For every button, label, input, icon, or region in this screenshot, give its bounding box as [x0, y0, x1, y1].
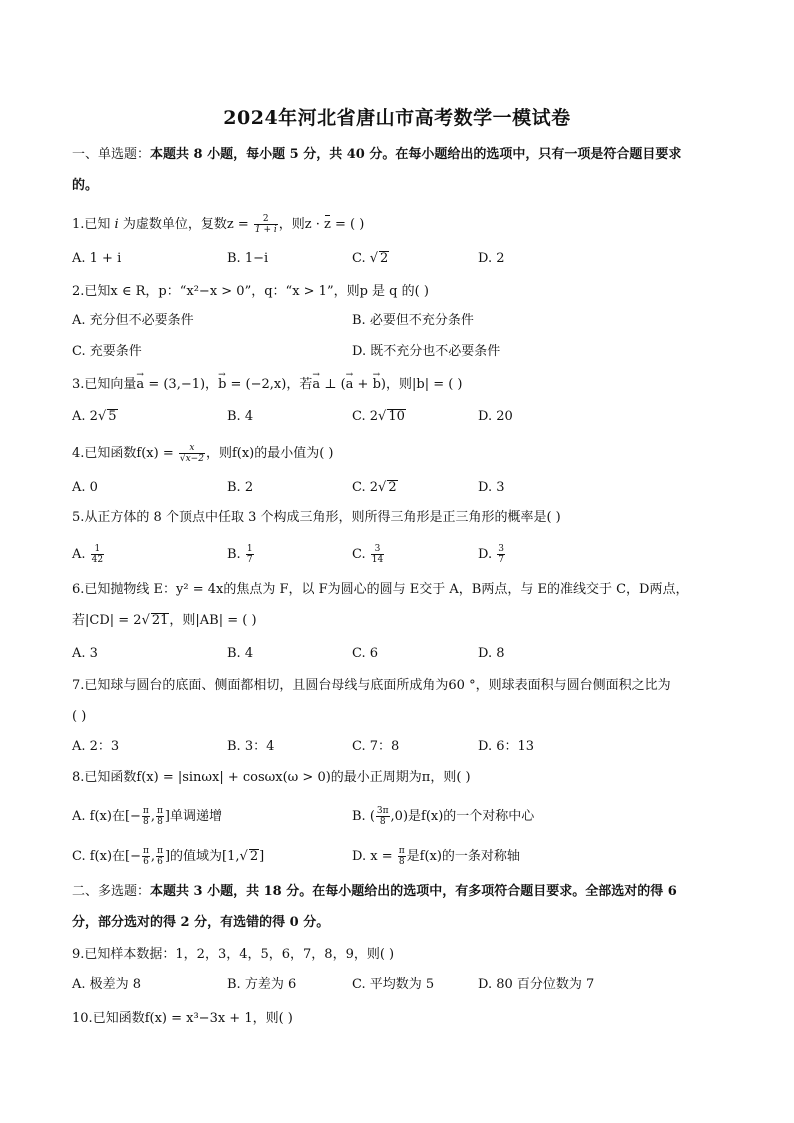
q6-num: 6. — [72, 582, 85, 597]
q4-option-c — [352, 479, 398, 497]
q3-option-b: B. 4 — [227, 409, 254, 424]
q8-a-f1-den: 8 — [143, 817, 149, 827]
q1-frac-num: 2 — [254, 214, 278, 225]
q5-option-c-label: C. — [352, 547, 370, 562]
sqrt-icon: √ — [141, 613, 150, 628]
section2-body: 本题共 3 小题，共 18 分。在每小题给出的选项中，有多项符合题目要求。全部选对的得 6 — [150, 884, 677, 899]
q5-option-a-label: A. — [72, 547, 90, 562]
q3-option-c — [352, 408, 406, 426]
q8-d-text1: D. x = — [352, 849, 397, 864]
q8-b-f-num: 3π — [376, 806, 389, 816]
q8-c-f1-num: π — [143, 846, 149, 856]
q1-option-a: A. 1 + i — [72, 251, 122, 266]
q5-option-b-label: B. — [227, 547, 245, 562]
q2-option-d: D. 既不充分也不必要条件 — [352, 344, 501, 359]
question-5 — [72, 509, 561, 527]
q1-option-b: B. 1−i — [227, 251, 269, 266]
q8-a-f2-num: π — [156, 806, 163, 816]
section1-heading — [72, 146, 681, 164]
q6-text-b1: 若|CD| = 2 — [72, 613, 142, 628]
question-10 — [72, 1010, 293, 1028]
q8-num: 8. — [72, 770, 85, 785]
q9-option-d: D. 80 百分位数为 7 — [478, 977, 595, 992]
q8-option-d — [352, 846, 520, 867]
q2-num: 2. — [72, 284, 85, 299]
question-1 — [72, 214, 364, 235]
q8-a-f1-num: π — [142, 806, 149, 816]
q1-option-c-label: C. — [352, 251, 370, 266]
q1-i: i — [114, 217, 119, 232]
q8-option-a: A. f(x)在[− $\frac{\pi}{8}$ , $\frac{\pi}{8}$ ]单调递增 — [72, 806, 222, 827]
q5-d-den: 7 — [498, 555, 504, 565]
q7-num: 7. — [72, 678, 85, 693]
q8-c-radicand: 2 — [249, 849, 259, 864]
section1-heading-tail — [72, 177, 98, 195]
q3-option-a-radicand: 5 — [108, 409, 117, 424]
sqrt-icon: √ — [97, 409, 107, 424]
q2-option-a: A. 充分但不必要条件 — [72, 313, 194, 328]
q3-vector-b2: → b — [373, 376, 381, 394]
q1-option-c — [352, 250, 389, 268]
q7-option-a: A. 2：3 — [72, 739, 120, 754]
question-4 — [72, 443, 334, 464]
q8-option-c: C. f(x)在[− $\frac{\pi}{6}$ , $\frac{\pi}{6}$ ]的值域为[1,√ 2] — [72, 846, 265, 867]
q1-option-c-radicand: 2 — [380, 251, 389, 266]
q3-option-c-radicand: 10 — [388, 409, 405, 424]
question-7-cont: ( ) — [72, 709, 87, 724]
q8-b-text1: B. ( — [352, 809, 375, 824]
q5-option-a-frac — [91, 544, 104, 565]
q4-option-c-label: C. 2 — [352, 480, 379, 495]
q1-text-a: 已知 — [84, 217, 115, 232]
q7-text-a: 已知球与圆台的底面、侧面都相切，且圆台母线与底面所成角为60 °，则球表面积与圆台侧面积之比为 — [84, 678, 671, 693]
q1-conj-z: z — [323, 217, 331, 232]
q8-d-f-num: π — [398, 846, 405, 856]
q5-num: 5. — [72, 510, 85, 525]
q3-vector-a: → a — [136, 376, 144, 394]
q9-option-b: B. 方差为 6 — [227, 977, 297, 992]
q7-option-b: B. 3：4 — [227, 739, 275, 754]
q4-text-a: 已知函数f(x) = — [84, 446, 178, 461]
q10-text: 已知函数f(x) = x³−3x + 1，则( ) — [92, 1011, 293, 1026]
q3-option-a — [72, 408, 118, 426]
question-9 — [72, 946, 394, 964]
q8-d-frac — [398, 846, 406, 867]
q4-option-d: D. 3 — [478, 480, 505, 495]
q8-a-text2: ]单调递增 — [164, 809, 222, 824]
q6-radicand: 21 — [151, 613, 169, 628]
q3-text-a: 已知向量 — [84, 377, 137, 392]
page-title: 2024年河北省唐山市高考数学一模试卷 — [223, 107, 571, 129]
q5-option-c — [352, 544, 385, 565]
q5-option-d-frac — [497, 544, 505, 565]
question-2 — [72, 283, 429, 301]
q4-text-b: ，则f(x)的最小值为( ) — [205, 446, 334, 461]
q3-vector-a3: → a — [346, 376, 354, 394]
q3-text-d: ⊥ ( — [320, 377, 346, 392]
sqrt-icon: √ — [378, 480, 387, 495]
section1-prefix: 一、单选题： — [72, 147, 151, 162]
q5-option-d-label: D. — [478, 547, 497, 562]
q8-d-f-den: 8 — [398, 857, 405, 867]
q3-option-a-label: A. 2 — [72, 409, 98, 424]
section2-tail: 分，部分选对的得 2 分，有选错的得 0 分。 — [72, 915, 330, 930]
q4-num: 4. — [72, 446, 85, 461]
q5-option-b — [227, 544, 255, 565]
q8-c-frac2 — [156, 846, 164, 867]
sqrt-icon: √ — [369, 251, 379, 266]
section1-body: 本题共 8 小题，每小题 5 分，共 40 分。在每小题给出的选项中，只有一项是符合题目要求 — [150, 147, 682, 162]
q6-option-c: C. 6 — [352, 646, 379, 661]
q6-text-b2: ，则|AB| = ( ) — [169, 613, 257, 628]
q5-option-a — [72, 544, 105, 565]
q4-option-a: A. 0 — [72, 480, 98, 495]
q5-d-num: 3 — [498, 544, 504, 554]
section2-heading — [72, 883, 677, 901]
q6-text-a: 已知抛物线 E：y² = 4x的焦点为 F，以 F为圆心的圆与 E交于 A，B两点，与 E的准线交于 C，D两点， — [84, 582, 689, 597]
q5-a-den: 42 — [91, 555, 104, 565]
q7-option-d: D. 6：13 — [478, 739, 535, 754]
q3-text-c: = (−2,x)，若 — [226, 377, 313, 392]
q8-b-frac — [376, 806, 390, 827]
q3-option-d: D. 20 — [478, 409, 513, 424]
section1-tail: 的。 — [72, 178, 99, 193]
q2-text: 已知x ∈ R，p：“x²−x > 0”，q：“x > 1”，则p 是 q 的( ) — [84, 284, 429, 299]
q9-text: 已知样本数据：1，2，3，4，5，6，7，8，9，则( ) — [84, 947, 395, 962]
q5-option-c-frac — [371, 544, 384, 565]
q9-num: 9. — [72, 947, 85, 962]
sqrt-icon: √ — [378, 409, 387, 424]
section2-heading-tail — [72, 914, 329, 932]
q9-option-c: C. 平均数为 5 — [352, 977, 435, 992]
q3-text-e: + — [353, 377, 373, 392]
q1-num: 1. — [72, 217, 85, 232]
q1-option-d: D. 2 — [478, 251, 505, 266]
q2-option-b: B. 必要但不充分条件 — [352, 313, 474, 328]
q5-c-num: 3 — [371, 544, 384, 555]
sqrt-icon: √ — [239, 849, 248, 864]
q5-option-b-frac — [246, 544, 254, 565]
q3-text-b: = (3,−1)， — [144, 377, 219, 392]
q9-option-a: A. 极差为 8 — [72, 977, 142, 992]
q8-c-f2-den: 6 — [157, 857, 163, 867]
question-6-cont — [72, 612, 257, 630]
question-7 — [72, 677, 671, 695]
q5-b-num: 1 — [246, 544, 253, 554]
q3-num: 3. — [72, 377, 85, 392]
q6-option-a: A. 3 — [72, 646, 98, 661]
q8-c-text3: ] — [259, 849, 265, 864]
q3-option-c-label: C. 2 — [352, 409, 379, 424]
q3-vector-b: → b — [218, 376, 226, 394]
q8-c-f1-den: 6 — [143, 857, 149, 867]
q5-option-d — [478, 544, 506, 565]
q8-c-frac1 — [142, 846, 150, 867]
q1-text-b: 为虚数单位，复数z = — [118, 217, 253, 232]
q1-text-c: ，则z · — [278, 217, 324, 232]
q6-option-b: B. 4 — [227, 646, 254, 661]
section2-prefix: 二、多选题： — [72, 884, 151, 899]
q4-option-b: B. 2 — [227, 480, 254, 495]
q3-vector-a2: → a — [312, 376, 320, 394]
q8-d-text2: 是f(x)的一条对称轴 — [406, 849, 520, 864]
q5-a-num: 1 — [91, 544, 104, 555]
q8-b-text2: ,0)是f(x)的一个对称中心 — [390, 809, 535, 824]
q5-c-den: 14 — [371, 555, 384, 565]
q4-fraction — [179, 443, 205, 464]
question-6 — [72, 581, 688, 599]
q1-frac-den: 1 + i — [254, 225, 277, 235]
question-3 — [72, 376, 463, 394]
q8-a-frac1 — [142, 806, 150, 827]
q5-b-den: 7 — [246, 555, 253, 565]
q8-c-f2-num: π — [157, 846, 163, 856]
q8-a-text1: A. f(x)在[− — [72, 809, 141, 824]
q8-c-text1: C. f(x)在[− — [72, 849, 141, 864]
q8-a-f2-den: 8 — [157, 817, 163, 827]
q6-option-d: D. 8 — [478, 646, 505, 661]
question-8 — [72, 769, 471, 787]
q8-a-frac2 — [156, 806, 164, 827]
q1-text-d: = ( ) — [330, 217, 365, 232]
q8-c-text2: ]的值域为[1, — [164, 849, 240, 864]
q2-option-c: C. 充要条件 — [72, 344, 142, 359]
q4-option-c-radicand: 2 — [388, 480, 397, 495]
q8-text: 已知函数f(x) = |sinωx| + cosωx(ω > 0)的最小正周期为π，则( ) — [84, 770, 471, 785]
q3-text-f: )，则|b| = ( ) — [380, 377, 463, 392]
q5-text: 从正方体的 8 个顶点中任取 3 个构成三角形，则所得三角形是正三角形的概率是( ) — [84, 510, 561, 525]
q7-option-c: C. 7：8 — [352, 739, 400, 754]
q4-frac-den: √x−2 — [179, 454, 204, 464]
q4-frac-num: x — [179, 443, 205, 454]
q8-b-f-den: 8 — [379, 817, 386, 827]
q10-num: 10. — [72, 1011, 93, 1026]
q1-fraction — [254, 214, 278, 235]
q8-option-b — [352, 806, 534, 827]
